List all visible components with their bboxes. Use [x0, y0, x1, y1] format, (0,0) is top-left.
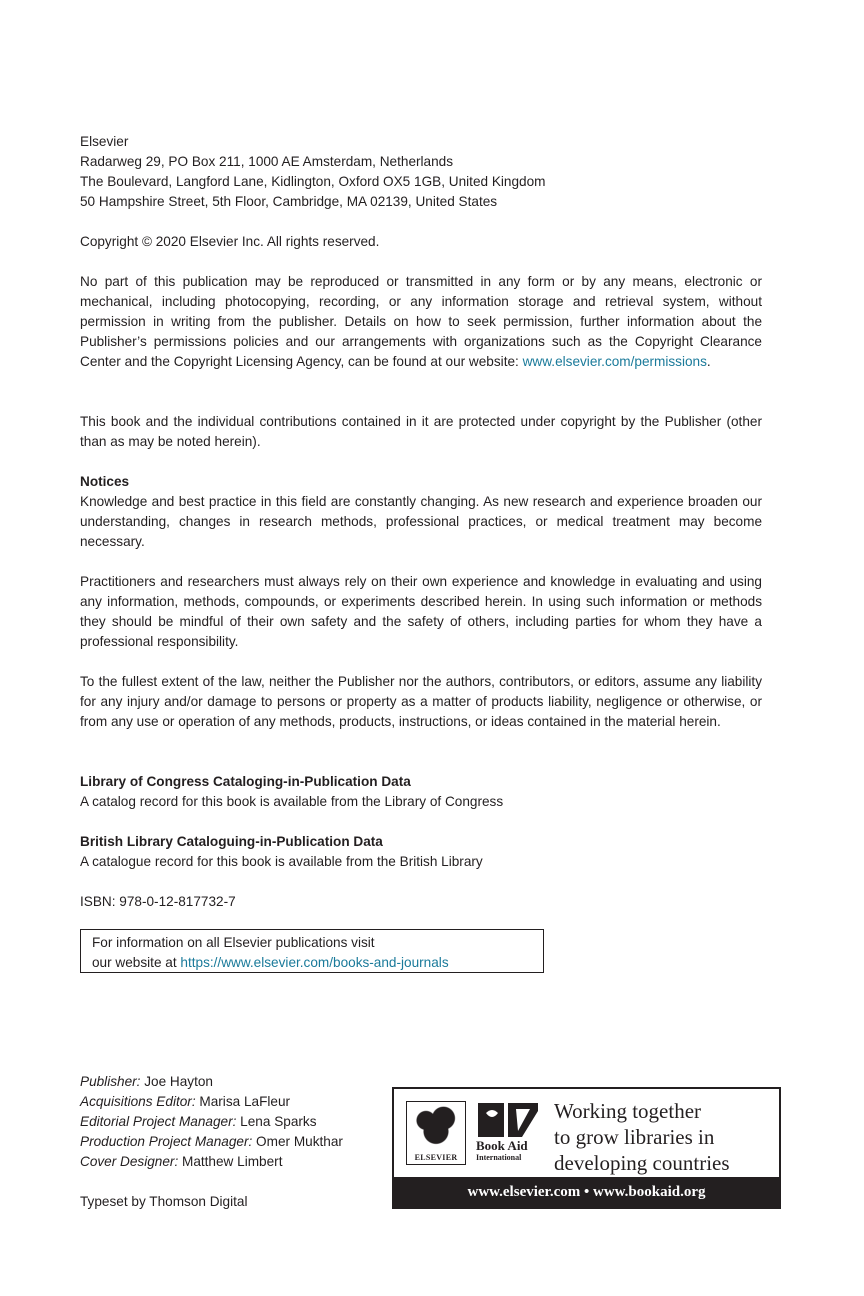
bl-heading: British Library Cataloguing-in-Publication Data — [80, 834, 383, 849]
notices-paragraph: Knowledge and best practice in this field are constantly changing. As new research and experience broaden our understanding, changes in research methods, professional practices, or medical treatment may become necessary. — [80, 494, 762, 549]
notices-paragraph-2: Practitioners and researchers must always rely on their own experience and knowledge in evaluating and using any information, methods, compounds, or experiments described herein. In using such information or methods they should be mindful of their own safety and the safety of others, including parties for whom they have a professional responsibility. — [80, 574, 762, 649]
elsevier-tree-logo: ELSEVIER — [406, 1101, 466, 1165]
bl-cataloguing — [80, 832, 762, 872]
address-line: Radarweg 29, PO Box 211, 1000 AE Amsterdam, Netherlands — [80, 154, 454, 169]
tree-icon — [411, 1105, 461, 1149]
elsevier-info-box: For information on all Elsevier publications visit our website at https://www.elsevier.com/books-and-journals — [80, 929, 544, 973]
loc-cataloging — [80, 772, 762, 812]
typeset-credit: Typeset by Thomson Digital — [80, 1194, 248, 1209]
notices-heading: Notices — [80, 474, 130, 489]
credit-line: Acquisitions Editor: Marisa LaFleur — [80, 1094, 291, 1109]
notices-section — [80, 472, 762, 552]
notices-paragraph-3: To the fullest extent of the law, neither the Publisher nor the authors, contributors, or editors, assume any liability for any injury and/or damage to persons or property as a matter of products liability, negligence or otherwise, or from any use or operation of any methods, products, instructions, or ideas contained in the material herein. — [80, 674, 762, 729]
publisher-name: Elsevier — [80, 134, 129, 149]
address-line: The Boulevard, Langford Lane, Kidlington, Oxford OX5 1GB, United Kingdom — [80, 174, 546, 189]
info-line: For information on all Elsevier publications visit — [92, 935, 375, 950]
book-aid-logo: Book Aid International — [476, 1099, 542, 1167]
loc-text: A catalog record for this book is available from the Library of Congress — [80, 794, 504, 809]
book-aid-urls: www.elsevier.com • www.bookaid.org — [394, 1177, 779, 1207]
production-credits — [80, 1072, 343, 1172]
address-line: 50 Hampshire Street, 5th Floor, Cambridge, MA 02139, United States — [80, 194, 498, 209]
book-aid-slogan: Working together to grow libraries in developing countries — [554, 1099, 730, 1175]
credit-line: Cover Designer: Matthew Limbert — [80, 1154, 283, 1169]
credit-line: Publisher: Joe Hayton — [80, 1074, 213, 1089]
publisher-address — [80, 132, 762, 212]
isbn: ISBN: 978-0-12-817732-7 — [80, 894, 236, 909]
protection-paragraph: This book and the individual contributions contained in it are protected under copyright by the Publisher (other than as may be noted herein). — [80, 414, 762, 449]
copyright-line: Copyright © 2020 Elsevier Inc. All rights reserved. — [80, 234, 380, 249]
bl-text: A catalogue record for this book is available from the British Library — [80, 854, 483, 869]
books-journals-link[interactable]: https://www.elsevier.com/books-and-journals — [180, 955, 449, 970]
permissions-link[interactable]: www.elsevier.com/permissions — [522, 354, 707, 369]
credit-line: Production Project Manager: Omer Mukthar — [80, 1134, 343, 1149]
loc-heading: Library of Congress Cataloging-in-Publication Data — [80, 774, 411, 789]
permissions-paragraph: No part of this publication may be reproduced or transmitted in any form or by any means, electronic or mechanical, including photocopying, recording, or any information storage and retrieval system, without permission in writing from the publisher. Details on how to seek permission, further information about the Publisher’s permissions policies and our arrangements with organizations such as the Copyright Clearance Center and the Copyright Licensing Agency, can be found at our website: www.elsevier.com/permissions. — [80, 274, 762, 369]
credit-line: Editorial Project Manager: Lena Sparks — [80, 1114, 317, 1129]
book-aid-banner — [392, 1087, 781, 1209]
book-aid-icon — [478, 1099, 538, 1139]
